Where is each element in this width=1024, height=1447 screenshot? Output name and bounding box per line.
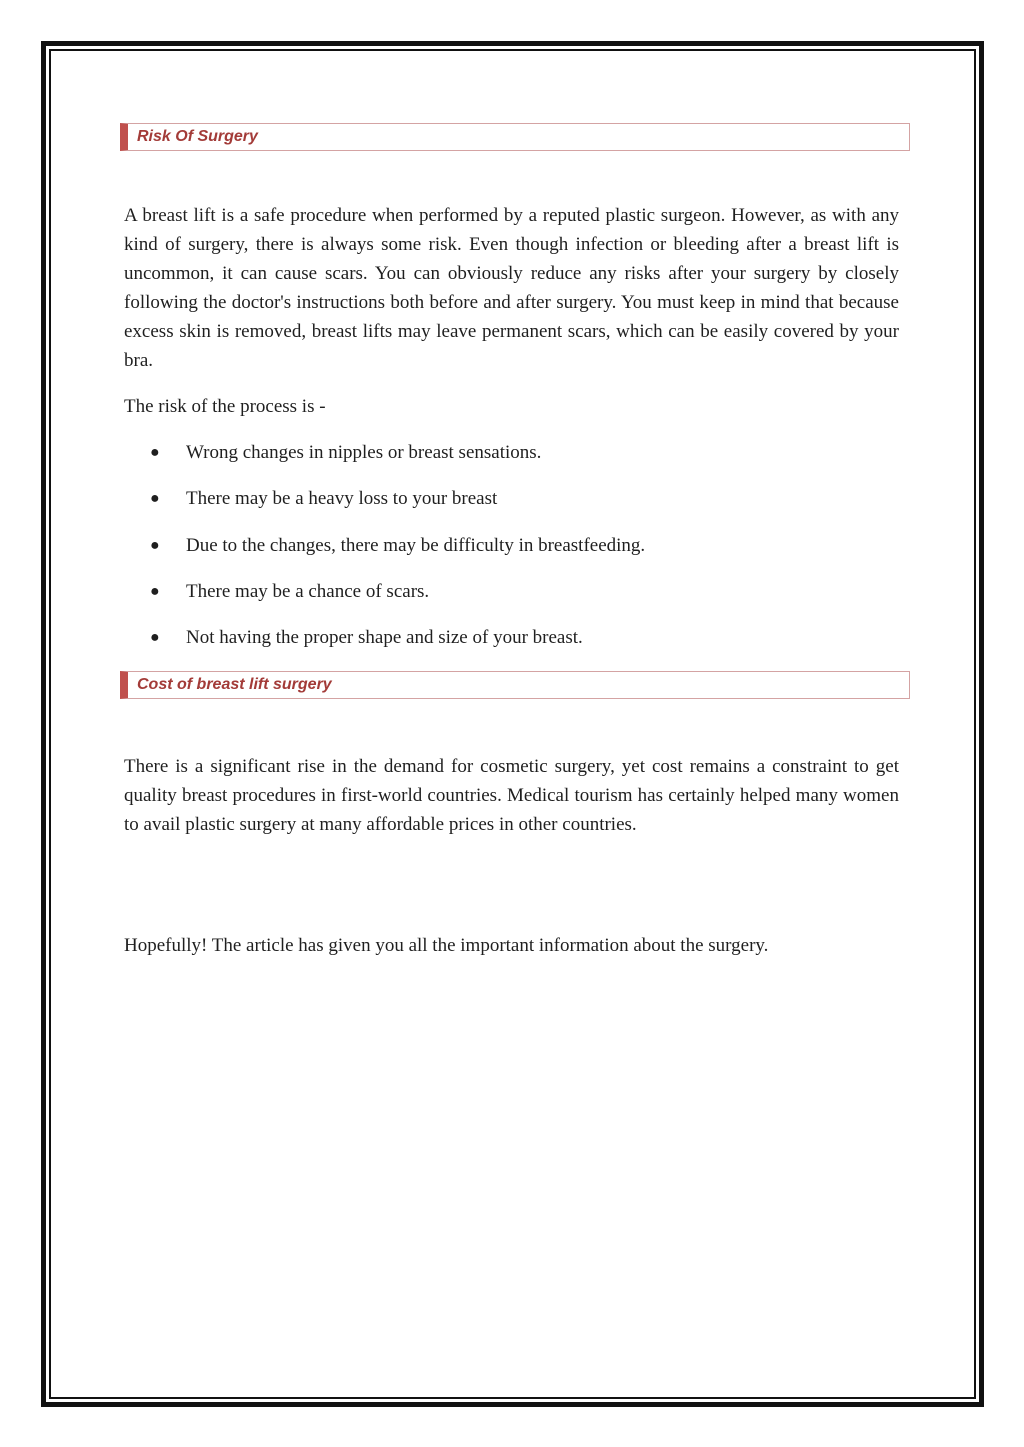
list-item-text: Not having the proper shape and size of your breast.	[186, 627, 583, 649]
list-item	[150, 484, 890, 530]
risk-list-lead: The risk of the process is -	[124, 396, 326, 417]
list-item	[150, 531, 890, 577]
list-item-text: Wrong changes in nipples or breast sensations.	[186, 442, 542, 463]
list-item-text: There may be a heavy loss to your breast	[186, 488, 498, 510]
bullet-icon: ●	[150, 536, 160, 554]
closing-paragraph: Hopefully! The article has given you all the important information about the surgery.	[124, 935, 769, 956]
bullet-icon: ●	[150, 444, 160, 461]
list-item-text: There may be a chance of scars.	[186, 580, 430, 602]
section-heading-risk	[120, 123, 910, 151]
section-heading-risk-label: Risk Of Surgery	[137, 128, 258, 145]
risk-bullet-list	[150, 438, 890, 669]
bullet-icon: ●	[150, 582, 160, 600]
bullet-icon: ●	[150, 629, 160, 647]
list-item-text: Due to the changes, there may be difficulty in breastfeeding.	[186, 534, 646, 556]
risk-intro-paragraph: A breast lift is a safe procedure when performed by a reputed plastic surgeon. However, as with any kind of surgery, there is always some risk. Even though infection or bleeding after a breast lift is uncommon, it can cause scars. You can obviously reduce any risks after your surgery by closely following the doctor's instructions both before and after surgery. You must keep in mind that because excess skin is removed, breast lifts may leave permanent scars, which can be easily covered by your bra.	[124, 205, 899, 371]
section-heading-cost	[120, 671, 910, 699]
list-item	[150, 438, 890, 484]
section-heading-cost-label: Cost of breast lift surgery	[137, 676, 332, 693]
cost-paragraph: There is a significant rise in the demand for cosmetic surgery, yet cost remains a constraint to get quality breast procedures in first-world countries. Medical tourism has certainly helped many women to avail plastic surgery at many affordable prices in other countries.	[124, 756, 899, 835]
list-item	[150, 623, 890, 669]
list-item	[150, 577, 890, 623]
bullet-icon: ●	[150, 490, 160, 508]
